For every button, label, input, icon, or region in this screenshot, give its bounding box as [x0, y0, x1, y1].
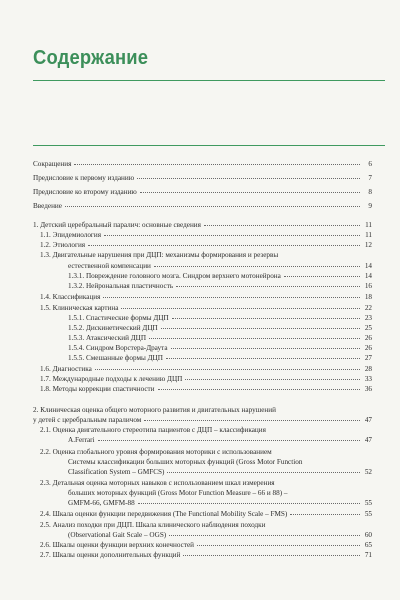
toc-entry-title: 1.1. Эпидемиология — [40, 231, 102, 239]
toc-page-number: 52 — [364, 468, 372, 476]
dot-leader — [88, 245, 360, 246]
toc-entry — [68, 262, 372, 271]
toc-page-number: 7 — [368, 174, 372, 182]
dot-leader — [204, 225, 360, 226]
dot-leader — [176, 286, 360, 287]
toc-entry-line: 2.5. Анализ походки при ДЦП. Шкала клинического наблюдения походки — [40, 521, 266, 529]
dot-leader — [104, 235, 360, 236]
toc-entry-title: 1.8. Методы коррекции спастичности — [40, 385, 155, 393]
toc-entry — [68, 344, 372, 353]
dot-leader — [167, 472, 360, 473]
toc-entry — [68, 354, 372, 363]
toc-page-number: 47 — [364, 416, 372, 424]
toc-entry-title: 1.7. Международные подходы к лечению ДЦП — [40, 375, 183, 383]
toc-entry-title: Введение — [33, 202, 62, 210]
toc-entry-title: 1.5. Клиническая картина — [40, 304, 119, 312]
toc-page-number: 55 — [364, 499, 372, 507]
dot-leader — [74, 164, 360, 165]
toc-entry-line: 2.2. Оценка глобального уровня формирования моторики с использованием — [40, 448, 272, 456]
toc-page-number: 9 — [368, 202, 372, 210]
toc-entry-title: (Observational Gait Scale – OGS) — [68, 531, 167, 539]
toc-page-number: 11 — [365, 221, 372, 229]
toc-page-number: 26 — [364, 344, 372, 352]
toc-page-number: 28 — [364, 365, 372, 373]
dot-leader — [171, 348, 360, 349]
toc-page-number: 33 — [364, 375, 372, 383]
toc-entry-title: 1.3.2. Нейрональная пластичность — [68, 282, 174, 290]
toc-entry-title: 1.5.5. Смешанные формы ДЦП — [68, 354, 163, 362]
dot-leader — [149, 338, 360, 339]
toc-entry-title: 1. Детский церебральный паралич: основные сведения — [33, 221, 201, 229]
toc-entry — [40, 241, 372, 250]
toc-page-number: 14 — [364, 272, 372, 280]
toc-page-number: 47 — [364, 436, 372, 444]
toc-page-number: 12 — [364, 241, 372, 249]
toc-entry-title: 2.7. Шкалы оценки дополнительных функций — [40, 551, 181, 559]
toc-entry-title: 1.5.4. Синдром Ворстера-Драута — [68, 344, 168, 352]
dot-leader — [65, 206, 360, 207]
dot-leader — [103, 297, 360, 298]
toc-entry-title: 1.5.1. Спастические формы ДЦП — [68, 314, 169, 322]
dot-leader — [161, 328, 360, 329]
dot-leader — [158, 389, 360, 390]
toc-page-number: 14 — [364, 262, 372, 270]
toc-page-number: 8 — [368, 188, 372, 196]
dot-leader — [197, 545, 360, 546]
toc-entry — [68, 436, 372, 445]
toc-entry-title: 1.5.2. Дискинетический ДЦП — [68, 324, 158, 332]
toc-entry-title: GMFM-66, GMFM-88 — [68, 499, 135, 507]
dot-leader — [154, 266, 360, 267]
toc-entry — [40, 551, 372, 560]
toc-entry-title: Сокращения — [33, 160, 72, 168]
toc-page-number: 60 — [364, 531, 372, 539]
toc-entry-line: 2. Клиническая оценка общего моторного развития и двигательных нарушений — [33, 406, 276, 414]
toc-entry — [68, 272, 372, 281]
dot-leader — [95, 369, 360, 370]
toc-page-number: 36 — [364, 385, 372, 393]
toc-page-number: 55 — [364, 510, 372, 518]
dot-leader — [290, 514, 360, 515]
toc-page-number: 23 — [364, 314, 372, 322]
dot-leader — [144, 420, 360, 421]
dot-leader — [185, 379, 360, 380]
toc-page-number: 65 — [364, 541, 372, 549]
toc-entry-title: 2.6. Шкалы оценки функции верхних конечностей — [40, 541, 195, 549]
dot-leader — [138, 503, 360, 504]
toc-entry-line: 1.3. Двигательные нарушения при ДЦП: механизмы формирования и резервы — [40, 251, 279, 259]
toc-entry-title: Предисловие к первому изданию — [33, 174, 135, 182]
toc-entry-title: 2.4. Шкала оценки функции передвижения (The Functional Mobility Scale – FMS) — [40, 510, 288, 518]
toc-entry — [68, 324, 372, 333]
toc-entry — [68, 334, 372, 343]
toc-entry — [68, 468, 372, 477]
toc-entry-line: больших моторных функций (Gross Motor Function Measure – 66 и 88) – — [68, 489, 288, 497]
toc-entry — [33, 188, 372, 197]
toc-entry — [68, 282, 372, 291]
toc-page-number: 22 — [364, 304, 372, 312]
toc-entry — [68, 499, 372, 508]
toc-entry — [40, 385, 372, 394]
toc-entry-title: 1.6. Диагностика — [40, 365, 92, 373]
toc-page-number: 18 — [364, 293, 372, 301]
toc-entry-title: у детей с церебральным параличом — [33, 416, 142, 424]
toc-entry-title: Classification System – GMFCS) — [68, 468, 165, 476]
toc-page-number: 6 — [368, 160, 372, 168]
toc-entry — [40, 510, 372, 519]
toc-entry-title: A.Ferrari — [68, 436, 95, 444]
dot-leader — [183, 555, 360, 556]
dot-leader — [121, 308, 360, 309]
toc-entry — [33, 416, 372, 425]
toc-entry-line: Системы классификации больших моторных функций (Gross Motor Function — [68, 458, 303, 466]
toc-entry — [68, 531, 372, 540]
toc-entry — [40, 541, 372, 550]
toc-page-number: 71 — [364, 551, 372, 559]
toc-entry — [40, 231, 372, 240]
page-title: Содержание — [33, 47, 149, 69]
toc-entry — [33, 221, 372, 230]
toc-entry-line: 2.1. Оценка двигательного стереотипа пациентов с ДЦП – классификация — [40, 426, 266, 434]
dot-leader — [169, 535, 360, 536]
toc-entry-line: 2.3. Детальная оценка моторных навыков с использованием шкал измерения — [40, 479, 275, 487]
toc-entry — [40, 375, 372, 384]
toc-entry — [40, 293, 372, 302]
toc-page-number: 25 — [364, 324, 372, 332]
toc-page-number: 11 — [365, 231, 372, 239]
toc-page-number: 16 — [364, 282, 372, 290]
toc-entry — [33, 174, 372, 183]
dot-leader — [137, 178, 360, 179]
toc-entry — [33, 202, 372, 211]
toc-entry-title: 1.3.1. Повреждение головного мозга. Синдром верхнего мотонейрона — [68, 272, 281, 280]
toc-entry-title: 1.4. Классификация — [40, 293, 101, 301]
dot-leader — [166, 358, 360, 359]
toc-entry-title: Предисловие ко второму изданию — [33, 188, 137, 196]
toc-entry-title: 1.2. Этиология — [40, 241, 86, 249]
dot-leader — [172, 318, 360, 319]
toc-entry — [68, 314, 372, 323]
toc-page-number: 27 — [364, 354, 372, 362]
toc-entry — [33, 160, 372, 169]
dot-leader — [98, 440, 360, 441]
toc-entry — [40, 304, 372, 313]
dot-leader — [284, 276, 360, 277]
dot-leader — [140, 192, 360, 193]
toc-page-number: 26 — [364, 334, 372, 342]
toc-entry-title: естественной компенсации — [68, 262, 151, 270]
toc-entry-title: 1.5.3. Атаксический ДЦП — [68, 334, 147, 342]
toc-entry — [40, 365, 372, 374]
